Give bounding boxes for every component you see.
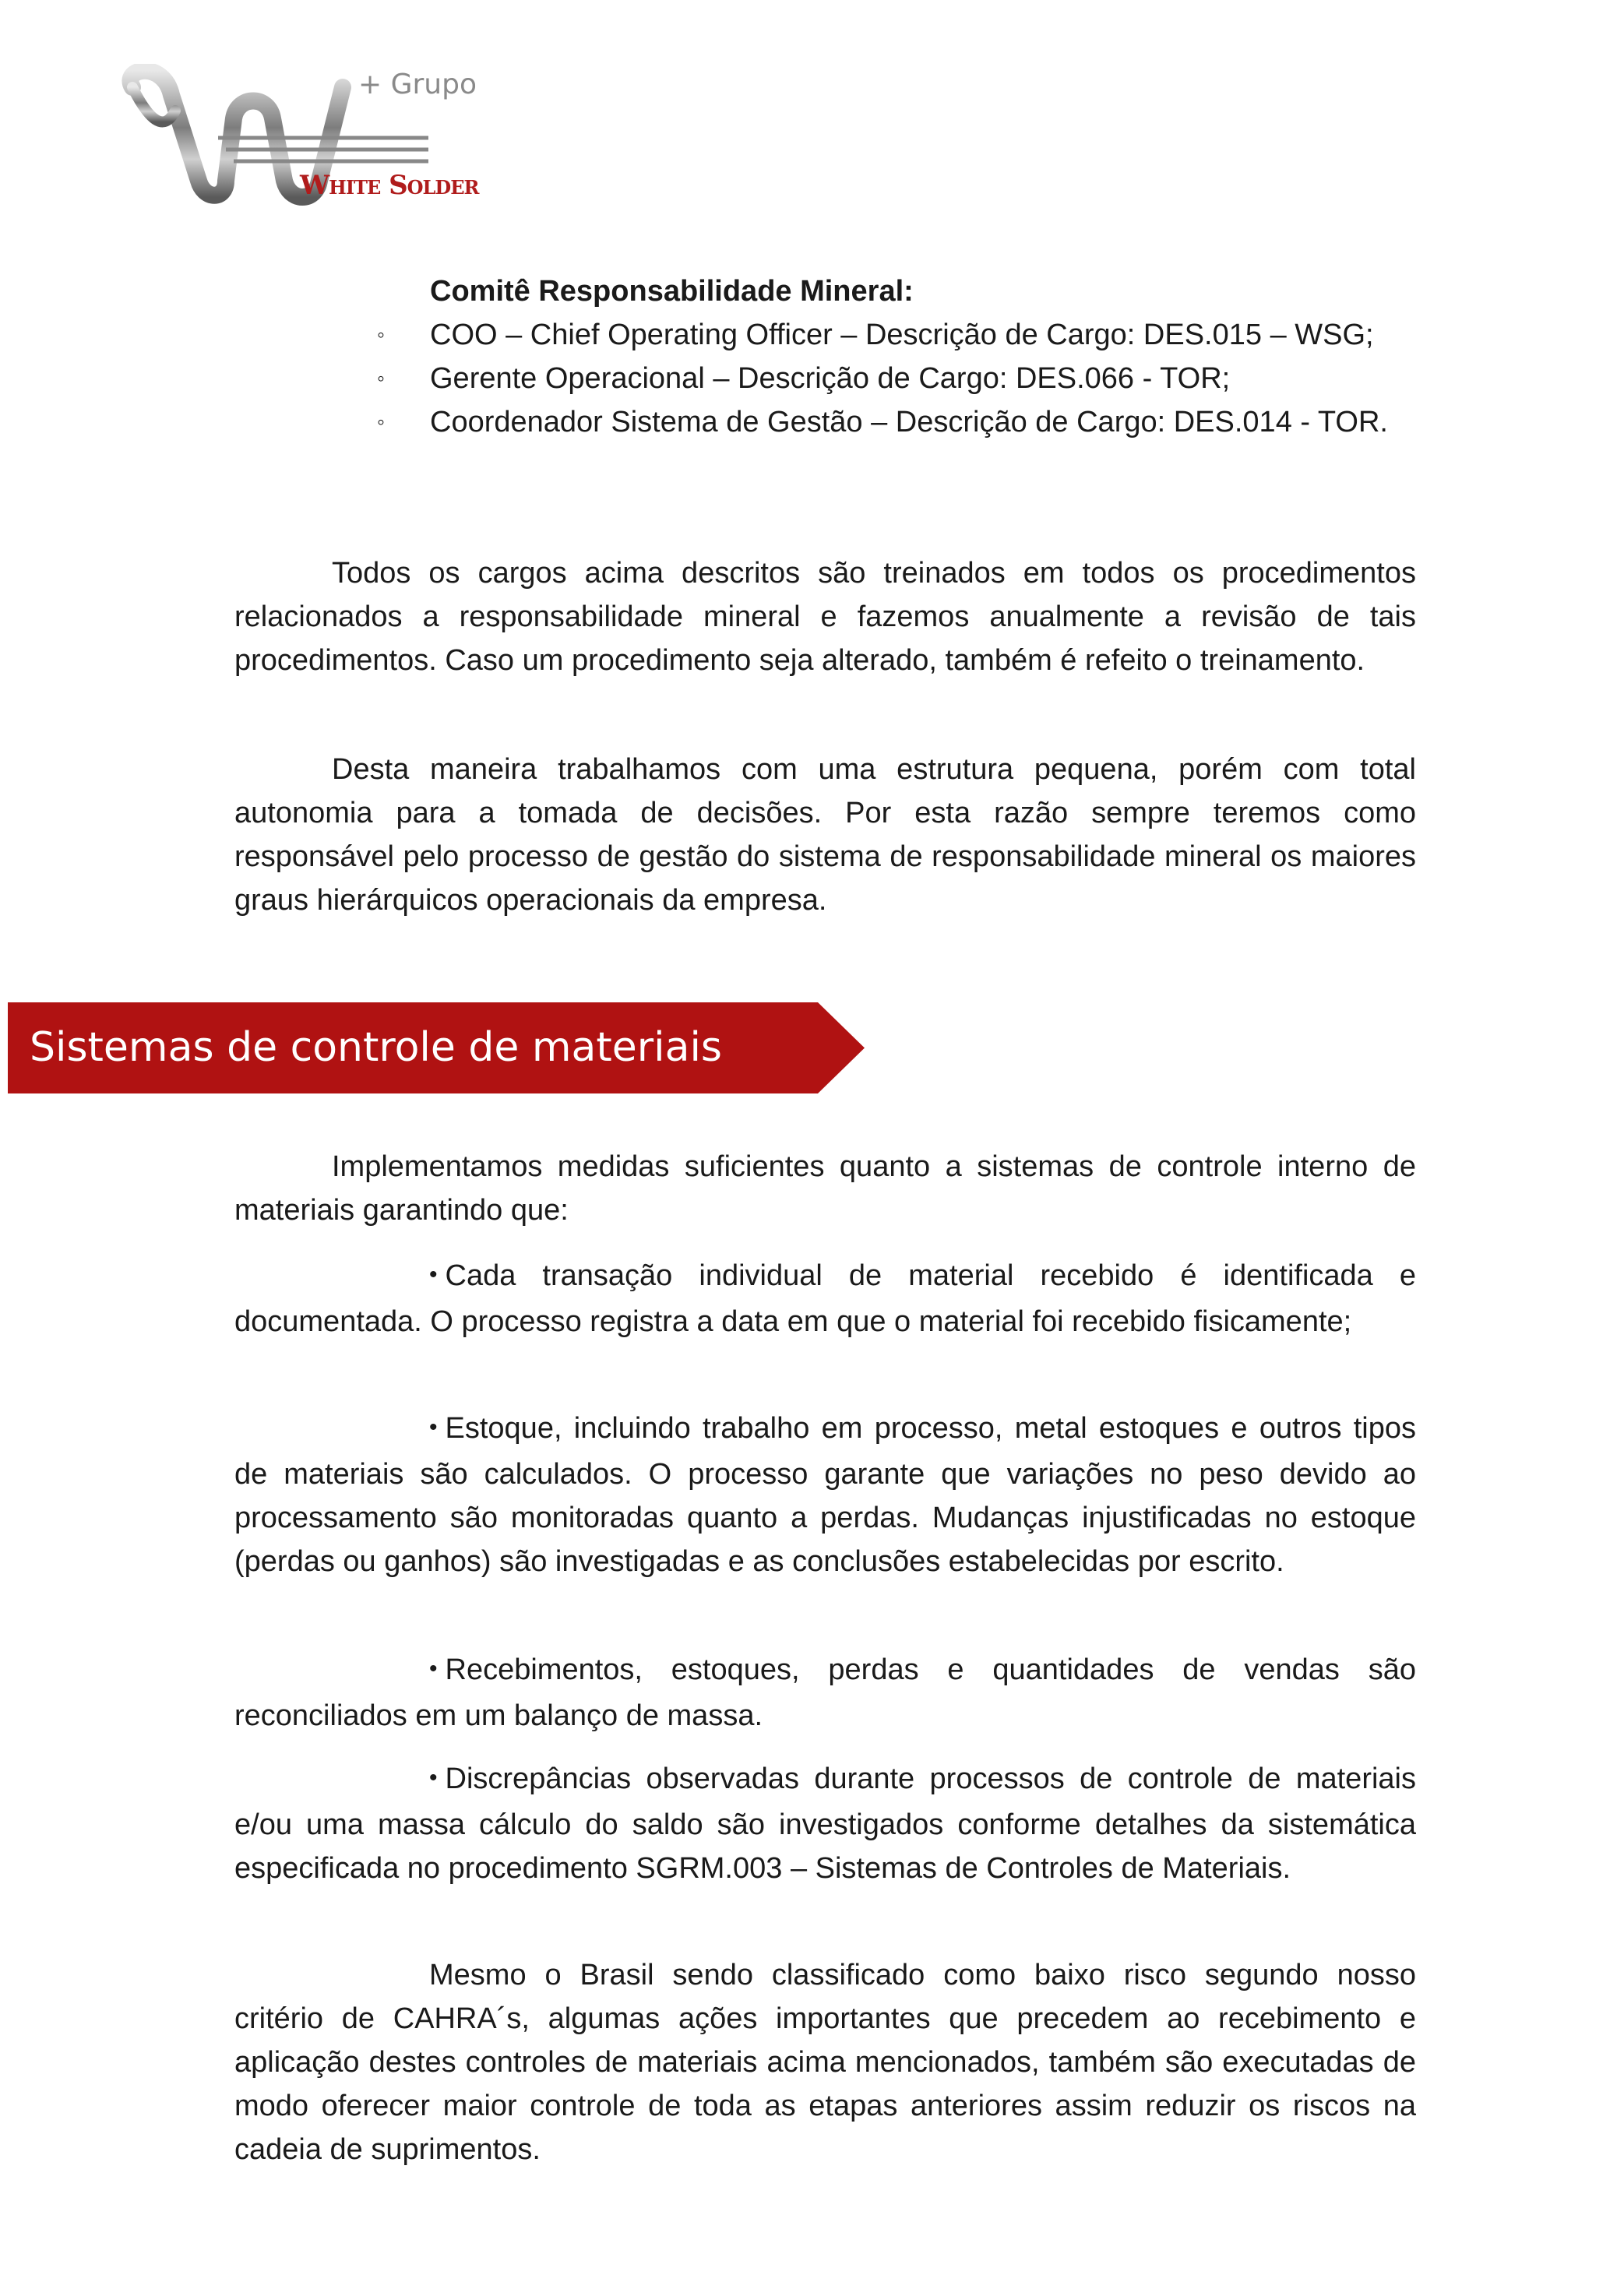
- bullet-text: Recebimentos, estoques, perdas e quantidades de vendas são reconciliados em um balanço de massa.: [234, 1653, 1416, 1732]
- committee-list: [374, 313, 1418, 444]
- bullet-text: Cada transação individual de material recebido é identificada e documentada. O processo registra a data em que o material foi recebido fisicamente;: [234, 1259, 1416, 1338]
- intro-paragraph-block: [234, 748, 1416, 922]
- committee-item-text: COO – Chief Operating Officer – Descrição de Cargo: DES.015 – WSG;: [430, 319, 1374, 351]
- hollow-circle-bullet-icon: ◦: [377, 322, 385, 347]
- logo-brand-text: White Solder: [300, 170, 479, 201]
- bullet-dot-icon: •: [429, 1765, 438, 1791]
- section-intro-block: [234, 1145, 1416, 1232]
- committee-item-text: Gerente Operacional – Descrição de Cargo: DES.066 - TOR;: [430, 362, 1231, 395]
- section-intro-paragraph: Implementamos medidas suficientes quanto a sistemas de controle interno de materiais garantindo que:: [234, 1150, 1416, 1227]
- intro-paragraph-block: [234, 551, 1416, 682]
- bullet-paragraph: [234, 1648, 1416, 1738]
- committee-title: Comitê Responsabilidade Mineral:: [430, 275, 914, 308]
- bullet-paragraph-block: [234, 1254, 1416, 1343]
- bullet-dot-icon: •: [429, 1414, 438, 1440]
- bullet-text: Discrepâncias observadas durante processos de controle de materiais e/ou uma massa cálculo do saldo são investigados conforme detalhes da sistemática especificada no procedimento SGRM.003 – Sistemas de Controles de Materiais.: [234, 1762, 1416, 1885]
- closing-paragraph: Mesmo o Brasil sendo classificado como baixo risco segundo nosso critério de CAHRA´s, algumas ações importantes que precedem ao recebimento e aplicação destes controles de materiais acima mencionados, também são executadas de modo oferecer maior controle de toda as etapas anteriores assim reduzir os riscos na cadeia de suprimentos.: [234, 1959, 1416, 2166]
- hollow-circle-bullet-icon: ◦: [377, 366, 385, 390]
- hollow-circle-bullet-icon: ◦: [377, 410, 385, 434]
- bullet-paragraph: [234, 1757, 1416, 1890]
- intro-paragraph: Desta maneira trabalhamos com uma estrutura pequena, porém com total autonomia para a tomada de decisões. Por esta razão sempre teremos como responsável pelo processo de gestão do sistema de responsabilidade mineral os maiores graus hierárquicos operacionais da empresa.: [234, 753, 1416, 917]
- committee-item-text: Coordenador Sistema de Gestão – Descrição de Cargo: DES.014 - TOR.: [430, 406, 1388, 438]
- bullet-paragraph-block: [234, 1757, 1416, 1890]
- list-item: [374, 400, 1418, 444]
- bullet-text: Estoque, incluindo trabalho em processo, metal estoques e outros tipos de materiais são calculados. O processo garante que variações no peso devido ao processamento são monitoradas quanto a perdas. Mudanças injustificadas no estoque (perdas ou ganhos) são investigadas e as conclusões estabelecidas por escrito.: [234, 1412, 1416, 1578]
- list-item: [374, 357, 1418, 400]
- bullet-dot-icon: •: [429, 1656, 438, 1682]
- closing-paragraph-block: [234, 1953, 1416, 2171]
- bullet-paragraph: [234, 1254, 1416, 1343]
- list-item: [374, 313, 1418, 357]
- section-title: Sistemas de controle de materiais: [30, 1024, 723, 1071]
- bullet-dot-icon: •: [429, 1262, 438, 1287]
- bullet-paragraph: [234, 1407, 1416, 1583]
- bullet-paragraph-block: [234, 1648, 1416, 1738]
- intro-paragraph: Todos os cargos acima descritos são treinados em todos os procedimentos relacionados a responsabilidade mineral e fazemos anualmente a revisão de tais procedimentos. Caso um procedimento seja alterado, também é refeito o treinamento.: [234, 557, 1416, 677]
- logo-group-text: + Grupo: [358, 69, 477, 100]
- committee-section: [374, 269, 1418, 444]
- section-banner: [8, 1002, 865, 1093]
- bullet-paragraph-block: [234, 1407, 1416, 1583]
